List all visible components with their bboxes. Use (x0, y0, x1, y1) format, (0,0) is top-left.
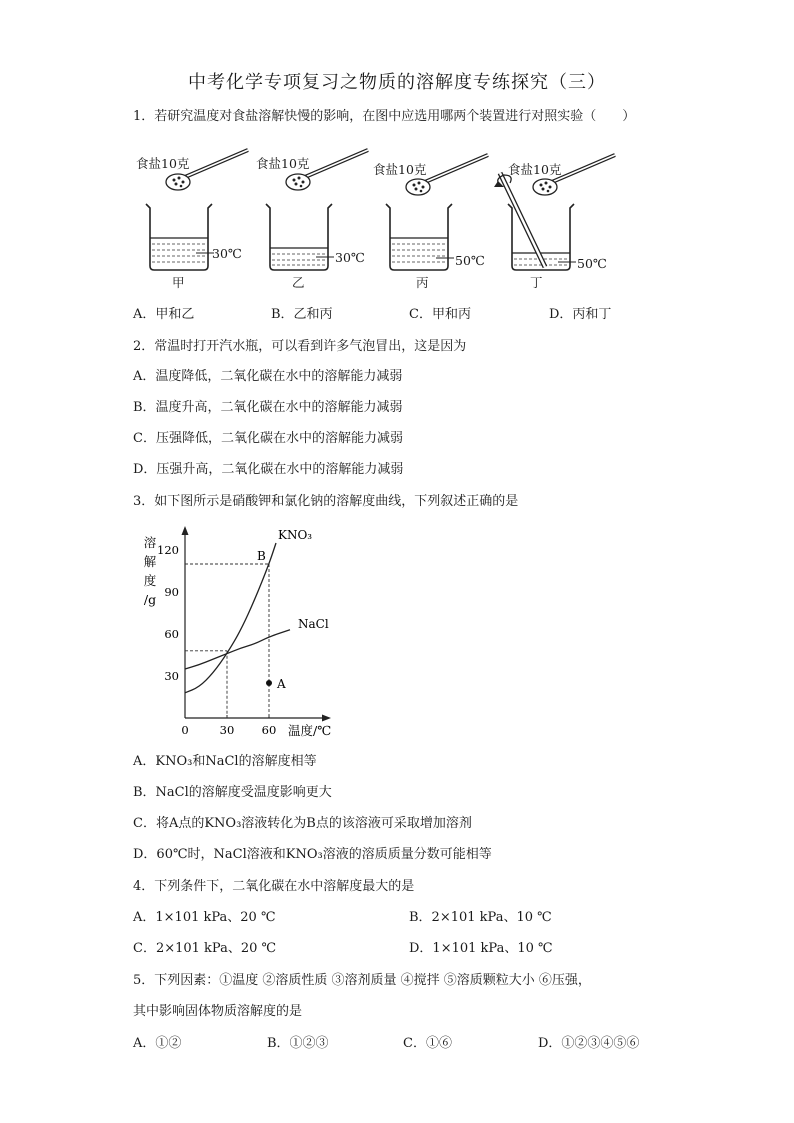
q3-option-c[interactable]: C．将A点的KNO₃溶液转化为B点的该溶液可采取增加溶剂 (133, 816, 472, 831)
q2-option-c[interactable]: C．压强降低，二氧化碳在水中的溶解能力减弱 (133, 431, 403, 446)
y-axis-label: 溶 (143, 535, 157, 550)
nacl-series-label: NaCl (298, 616, 329, 631)
q1-option-c[interactable]: C．甲和丙 (409, 307, 471, 322)
question-3-stem: 3．如下图所示是硝酸钾和氯化钠的溶解度曲线，下列叙述正确的是 (133, 494, 519, 509)
kno3-curve (185, 543, 276, 693)
q3-option-a[interactable]: A．KNO₃和NaCl的溶解度相等 (133, 754, 317, 769)
beaker-name-label: 乙 (292, 275, 305, 290)
beaker-temp-label: 30℃ (335, 250, 365, 265)
beaker-name-label: 甲 (172, 275, 185, 290)
x-tick-label: 0 (181, 723, 189, 737)
x-axis-label: 温度/℃ (288, 723, 332, 738)
y-tick-label: 30 (164, 669, 179, 683)
question-1-stem: 1．若研究温度对食盐溶解快慢的影响，在图中应选用哪两个装置进行对照实验（ ） (133, 109, 636, 124)
spoon-label: 食盐10克 (373, 162, 427, 177)
question-2-stem: 2．常温时打开汽水瓶，可以看到许多气泡冒出，这是因为 (133, 339, 467, 354)
question-4-stem: 4．下列条件下，二氧化碳在水中溶解度最大的是 (133, 879, 415, 894)
y-tick-label: 60 (164, 627, 179, 641)
solubility-chart (130, 520, 350, 750)
q5-option-c[interactable]: C．①⑥ (403, 1036, 452, 1051)
beaker-icon (266, 204, 334, 270)
q2-option-a[interactable]: A．温度降低，二氧化碳在水中的溶解能力减弱 (133, 369, 403, 384)
beaker-name-label: 丁 (530, 275, 543, 290)
beaker-temp-label: 30℃ (212, 246, 242, 261)
beaker-icon (146, 204, 214, 270)
q5-option-d[interactable]: D．①②③④⑤⑥ (538, 1036, 640, 1051)
beaker-name-label: 丙 (416, 275, 429, 290)
spoon-label: 食盐10克 (256, 156, 310, 171)
point-b-label: B (257, 549, 266, 563)
beaker-temp-label: 50℃ (455, 253, 485, 268)
q2-option-d[interactable]: D．压强升高，二氧化碳在水中的溶解能力减弱 (133, 462, 404, 477)
question-5-stem: 5．下列因素：①温度 ②溶质性质 ③溶剂质量 ④搅拌 ⑤溶质颗粒大小 ⑥压强， (133, 973, 591, 988)
q5-option-a[interactable]: A．①② (133, 1036, 182, 1051)
x-tick-label: 30 (219, 723, 235, 737)
spoon-label: 食盐10克 (136, 156, 190, 171)
x-tick-label: 60 (261, 723, 277, 737)
point-a-marker (266, 680, 272, 686)
q4-option-a[interactable]: A．1×101 kPa、20 ℃ (133, 910, 276, 925)
q5-option-b[interactable]: B．①②③ (267, 1036, 329, 1051)
beaker-temp-label: 50℃ (577, 256, 607, 271)
beaker-icon (386, 204, 454, 270)
kno3-series-label: KNO₃ (278, 528, 313, 542)
y-axis-label: 度 (143, 573, 157, 588)
y-axis-arrow (182, 526, 189, 535)
x-axis-arrow (322, 715, 331, 722)
q1-option-a[interactable]: A．甲和乙 (133, 307, 195, 322)
spoon-label: 食盐10克 (508, 162, 562, 177)
y-axis-label: /g (143, 592, 157, 607)
y-tick-label: 120 (157, 543, 179, 557)
y-tick-label: 90 (164, 585, 179, 599)
y-axis-label: 解 (143, 554, 157, 569)
question-5-stem-continued: 其中影响固体物质溶解度的是 (133, 1004, 303, 1019)
q1-option-b[interactable]: B．乙和丙 (271, 307, 333, 322)
q4-option-c[interactable]: C．2×101 kPa、20 ℃ (133, 941, 277, 956)
q1-option-d[interactable]: D．丙和丁 (549, 307, 612, 322)
q4-option-b[interactable]: B．2×101 kPa、10 ℃ (409, 910, 552, 925)
point-a-label: A (277, 677, 286, 691)
q4-option-d[interactable]: D．1×101 kPa、10 ℃ (409, 941, 553, 956)
q2-option-b[interactable]: B．温度升高，二氧化碳在水中的溶解能力减弱 (133, 400, 403, 415)
q3-option-b[interactable]: B．NaCl的溶解度受温度影响更大 (133, 785, 332, 800)
q3-option-d[interactable]: D．60℃时，NaCl溶液和KNO₃溶液的溶质质量分数可能相等 (133, 847, 492, 862)
page-title: 中考化学专项复习之物质的溶解度专练探究（三） (188, 72, 606, 93)
